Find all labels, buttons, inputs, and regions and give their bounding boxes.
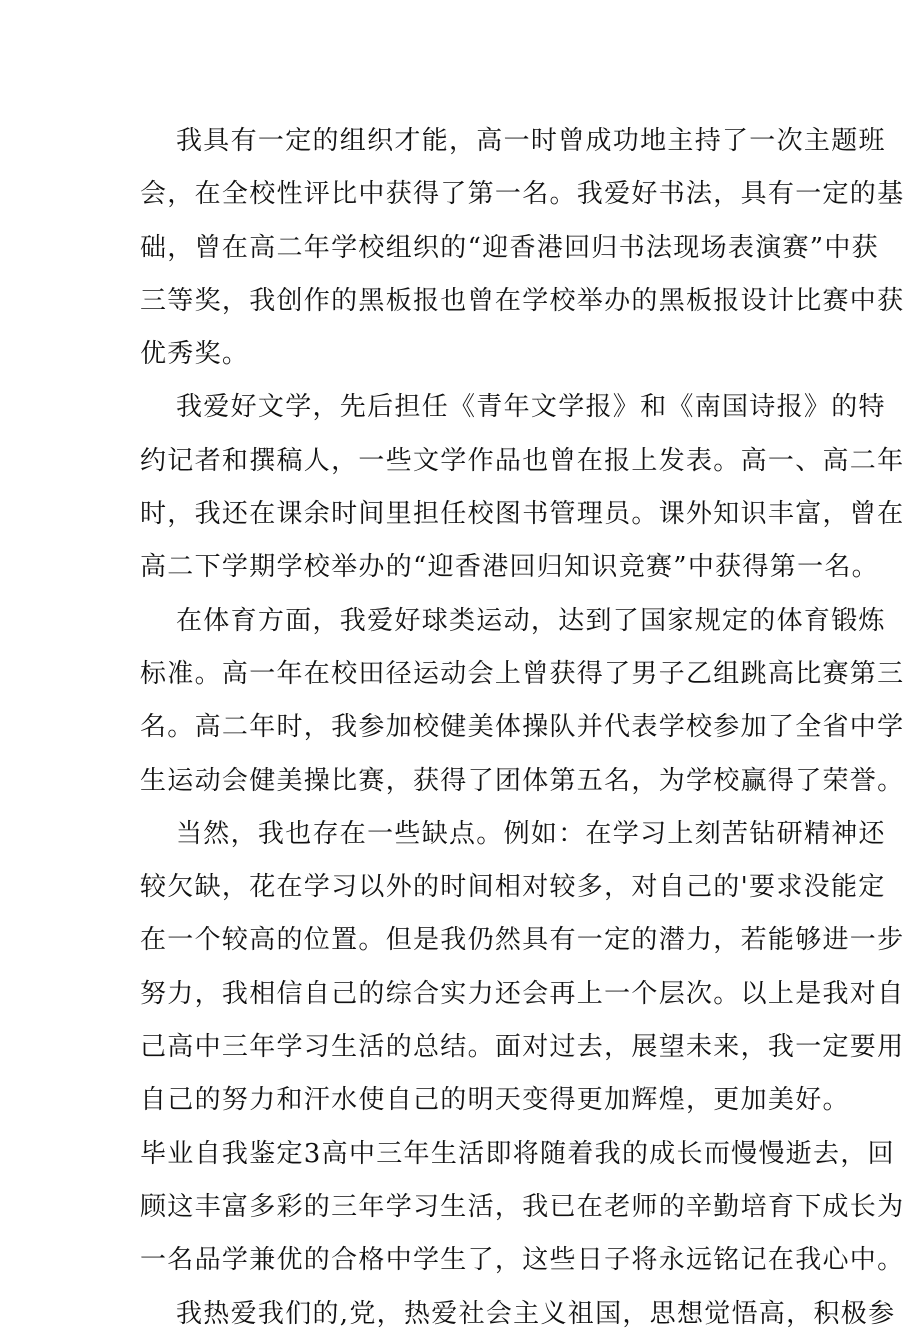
paragraph-line: 高二下学期学校举办的“迎香港回归知识竞赛”中获得第一名。 (140, 552, 879, 583)
paragraph-line: 础，曾在高二年学校组织的“迎香港回归书法现场表演赛”中获 (140, 232, 879, 263)
paragraph-line: 生运动会健美操比赛，获得了团体第五名，为学校赢得了荣誉。 (140, 765, 905, 796)
paragraph-line: 我热爱我们的,党，热爱社会主义祖国，思想觉悟高，积极参 (176, 1298, 896, 1329)
paragraph-line: 努力，我相信自己的综合实力还会再上一个层次。以上是我对自 (140, 978, 905, 1009)
paragraph-line: 毕业自我鉴定3高中三年生活即将随着我的成长而慢慢逝去，回 (140, 1138, 895, 1169)
paragraph-line: 名。高二年时，我参加校健美体操队并代表学校参加了全省中学 (140, 712, 905, 743)
paragraph-line: 会，在全校性评比中获得了第一名。我爱好书法，具有一定的基 (140, 179, 905, 210)
paragraph-line: 优秀奖。 (140, 339, 250, 370)
paragraph-line: 当然，我也存在一些缺点。例如：在学习上刻苦钻研精神还 (176, 818, 886, 849)
paragraph-line: 我具有一定的组织才能，高一时曾成功地主持了一次主题班 (176, 126, 886, 156)
paragraph-line: 在一个较高的位置。但是我仍然具有一定的潜力，若能够进一步 (140, 925, 905, 956)
paragraph-line: 自己的努力和汗水使自己的明天变得更加辉煌，更加美好。 (140, 1085, 850, 1116)
paragraph-line: 我爱好文学，先后担任《青年文学报》和《南国诗报》的特 (176, 392, 886, 423)
paragraph-line: 顾这丰富多彩的三年学习生活，我已在老师的辛勤培育下成长为 (140, 1191, 905, 1222)
paragraph-line: 较欠缺，花在学习以外的时间相对较多，对自己的'要求没能定 (140, 872, 886, 903)
paragraph-line: 三等奖，我创作的黑板报也曾在学校举办的黑板报设计比赛中获 (140, 285, 905, 316)
paragraph-line: 约记者和撰稿人，一些文学作品也曾在报上发表。高一、高二年 (140, 445, 905, 476)
document-body (140, 115, 905, 1341)
paragraph-line: 己高中三年学习生活的总结。面对过去，展望未来，我一定要用 (140, 1032, 905, 1063)
paragraph-line: 时，我还在课余时间里担任校图书管理员。课外知识丰富，曾在 (140, 499, 905, 530)
paragraph-line: 在体育方面，我爱好球类运动，达到了国家规定的体育锻炼 (176, 605, 886, 636)
paragraph-line: 标准。高一年在校田径运动会上曾获得了男子乙组跳高比赛第三 (140, 658, 905, 689)
paragraph-line: 一名品学兼优的合格中学生了，这些日子将永远铭记在我心中。 (140, 1245, 905, 1276)
